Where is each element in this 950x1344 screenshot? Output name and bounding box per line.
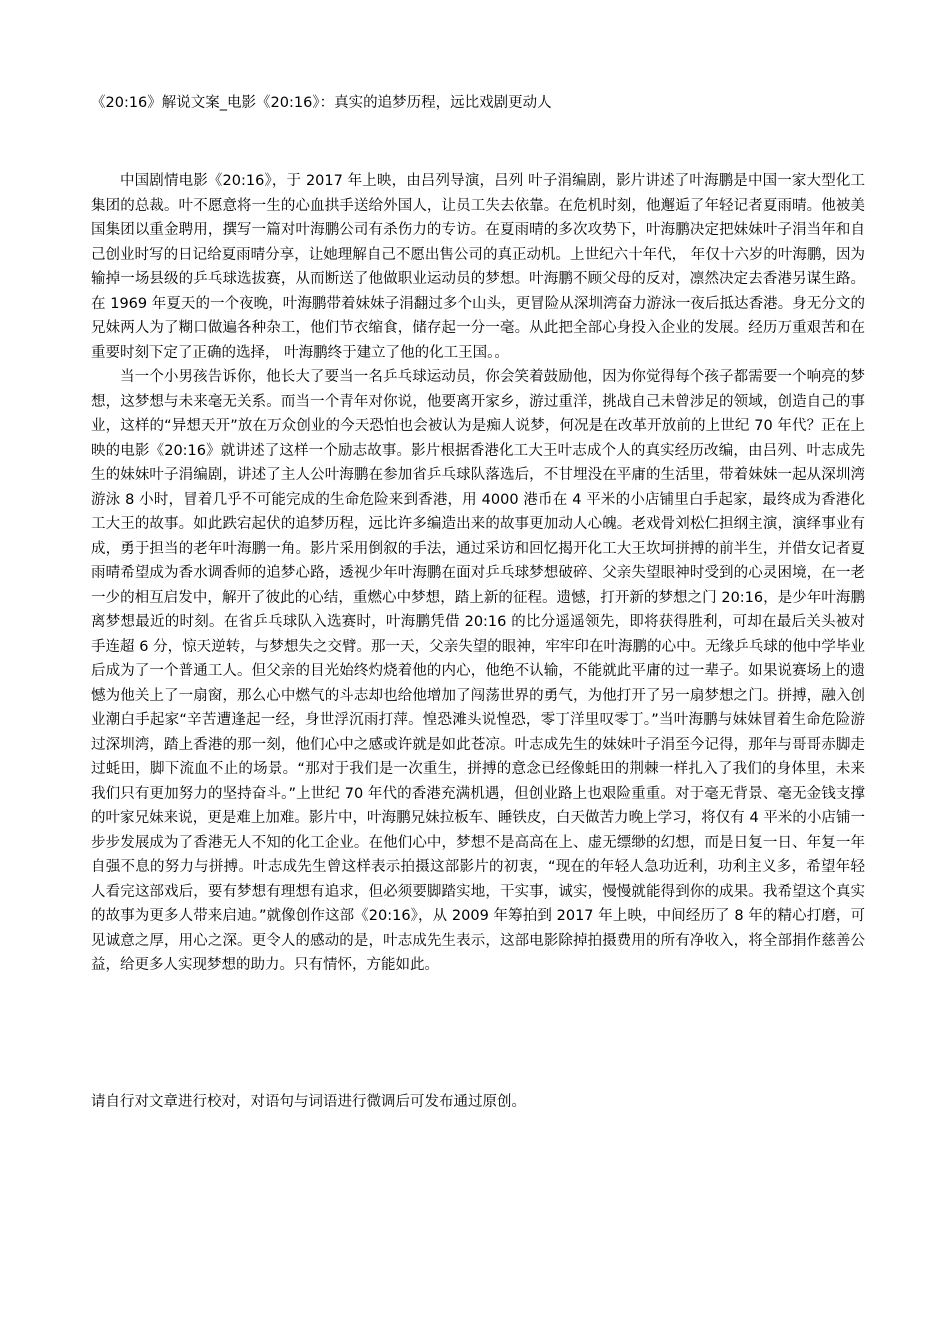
paragraph-synopsis: 中国剧情电影《20:16》，于 2017 年上映，由吕列导演，吕列 叶子涓编剧，影片讲述了叶海鹏是中国一家大型化工集团的总裁。叶不愿意将一生的心血拱手送给外国人，让员工失去依靠。在危机时刻，他邂逅了年轻记者夏雨晴。他被美国集团以重金聘用，撰写一篇对叶海鹏公司有杀伤力的专访。在夏雨晴的多次攻势下，叶海鹏决定把妹妹叶子涓当年和自己创业时写的日记给夏雨晴分享，让她理解自己不愿出售公司的真正动机。上世纪六十年代， 年仅十六岁的叶海鹏，因为输掉一场县级的乒乓球选拔赛，从而断送了他做职业运动员的梦想。叶海鹏不顾父母的反对，凛然决定去香港另谋生路。在 1969 年夏天的一个夜晚，叶海鹏带着妹妹子涓翻过多个山头，更冒险从深圳湾奋力游泳一夜后抵达香港。身无分文的兄妹两人为了糊口做遍各种杂工，他们节衣缩食，储存起一分一毫。从此把全部心身投入企业的发展。经历万重艰苦和在重要时刻下定了正确的选择， 叶海鹏终于建立了他的化工王国。。	[91, 173, 865, 361]
document-title: 《20:16》解说文案_电影《20:16》：真实的追梦历程，远比戏剧更动人	[91, 95, 552, 111]
paragraph-review: 当一个小男孩告诉你，他长大了要当一名乒乓球运动员，你会笑着鼓励他，因为你觉得每个孩子都需要一个响亮的梦想，这梦想与未来毫无关系。而当一个青年对你说，他要离开家乡，游过重洋，挑战自己未曾涉足的领域，创造自己的事业，这样的“异想天开”放在万众创业的今天恐怕也会被认为是痴人说梦，何况是在改革开放前的上世纪 70 年代？正在上映的电影《20:16》就讲述了这样一个励志故事。影片根据香港化工大王叶志成个人的真实经历改编，由吕列、叶志成先生的妹妹叶子涓编剧，讲述了主人公叶海鹏在参加省乒乓球队落选后，不甘埋没在平庸的生活里，带着妹妹一起从深圳湾游泳 8 小时，冒着几乎不可能完成的生命危险来到香港，用 4000 港币在 4 平米的小店铺里白手起家，最终成为香港化工大王的故事。如此跌宕起伏的追梦历程，远比许多编造出来的故事更加动人心魄。老戏骨刘松仁担纲主演，演绎事业有成，勇于担当的老年叶海鹏一角。影片采用倒叙的手法，通过采访和回忆揭开化工大王坎坷拼搏的前半生，并借女记者夏雨晴希望成为香水调香师的追梦心路，透视少年叶海鹏在面对乒乓球梦想破碎、父亲失望眼神时受到的心灵困境，在一老一少的相互启发中，解开了彼此的心结，重燃心中梦想，踏上新的征程。遗憾，打开新的梦想之门 20:16，是少年叶海鹏离梦想最近的时刻。在省乒乓球队入选赛时，叶海鹏凭借 20:16 的比分遥遥领先，即将获得胜利，可却在最后关头被对手连超 6 分，惊天逆转，与梦想失之交臂。那一天，父亲失望的眼神，牢牢印在叶海鹏的心中。无缘乒乓球的他中学毕业后成为了一个普通工人。但父亲的目光始终灼烧着他的内心，他绝不认输，不能就此平庸的过一辈子。如果说赛场上的遗憾为他关上了一扇窗，那么心中燃气的斗志却也给他增加了闯荡世界的勇气，为他打开了另一扇梦想之门。拼搏，融入创业潮白手起家“辛苦遭逢起一经，身世浮沉雨打萍。惶恐滩头说惶恐，零丁洋里叹零丁。”当叶海鹏与妹妹冒着生命危险游过深圳湾，踏上香港的那一刻，他们心中之感或许就是如此苍凉。叶志成先生的妹妹叶子涓至今记得，那年与哥哥赤脚走过蚝田，脚下流血不止的场景。“那对于我们是一次重生，拼搏的意念已经像蚝田的荆棘一样扎入了我们的身体里，未来我们只有更加努力的坚持奋斗。”上世纪 70 年代的香港充满机遇，但创业路上也艰险重重。对于毫无背景、毫无金钱支撑的叶家兄妹来说，更是难上加难。影片中，叶海鹏兄妹拉板车、睡铁皮，白天做苦力晚上学习，将仅有 4 平米的小店铺一步步发展成为了香港无人不知的化工企业。在他们心中，梦想不是高高在上、虚无缥缈的幻想，而是日复一日、年复一年自强不息的努力与拼搏。叶志成先生曾这样表示拍摄这部影片的初衷，“现在的年轻人急功近利，功利主义多，希望年轻人看完这部戏后，要有梦想有理想有追求，但必须要脚踏实地，干实事，诚实，慢慢就能得到你的成果。我希望这个真实的故事为更多人带来启迪。”就像创作这部《20:16》，从 2009 年筹拍到 2017 年上映，中间经历了 8 年的精心打磨，可见诚意之厚，用心之深。更令人的感动的是，叶志成先生表示，这部电影除掉拍摄费用的所有净收入，将全部捐作慈善公益，给更多人实现梦想的助力。只有情怀，方能如此。	[91, 369, 865, 973]
document-body	[91, 169, 865, 978]
footer-note: 请自行对文章进行校对，对语句与词语进行微调后可发布通过原创。	[91, 1094, 526, 1110]
